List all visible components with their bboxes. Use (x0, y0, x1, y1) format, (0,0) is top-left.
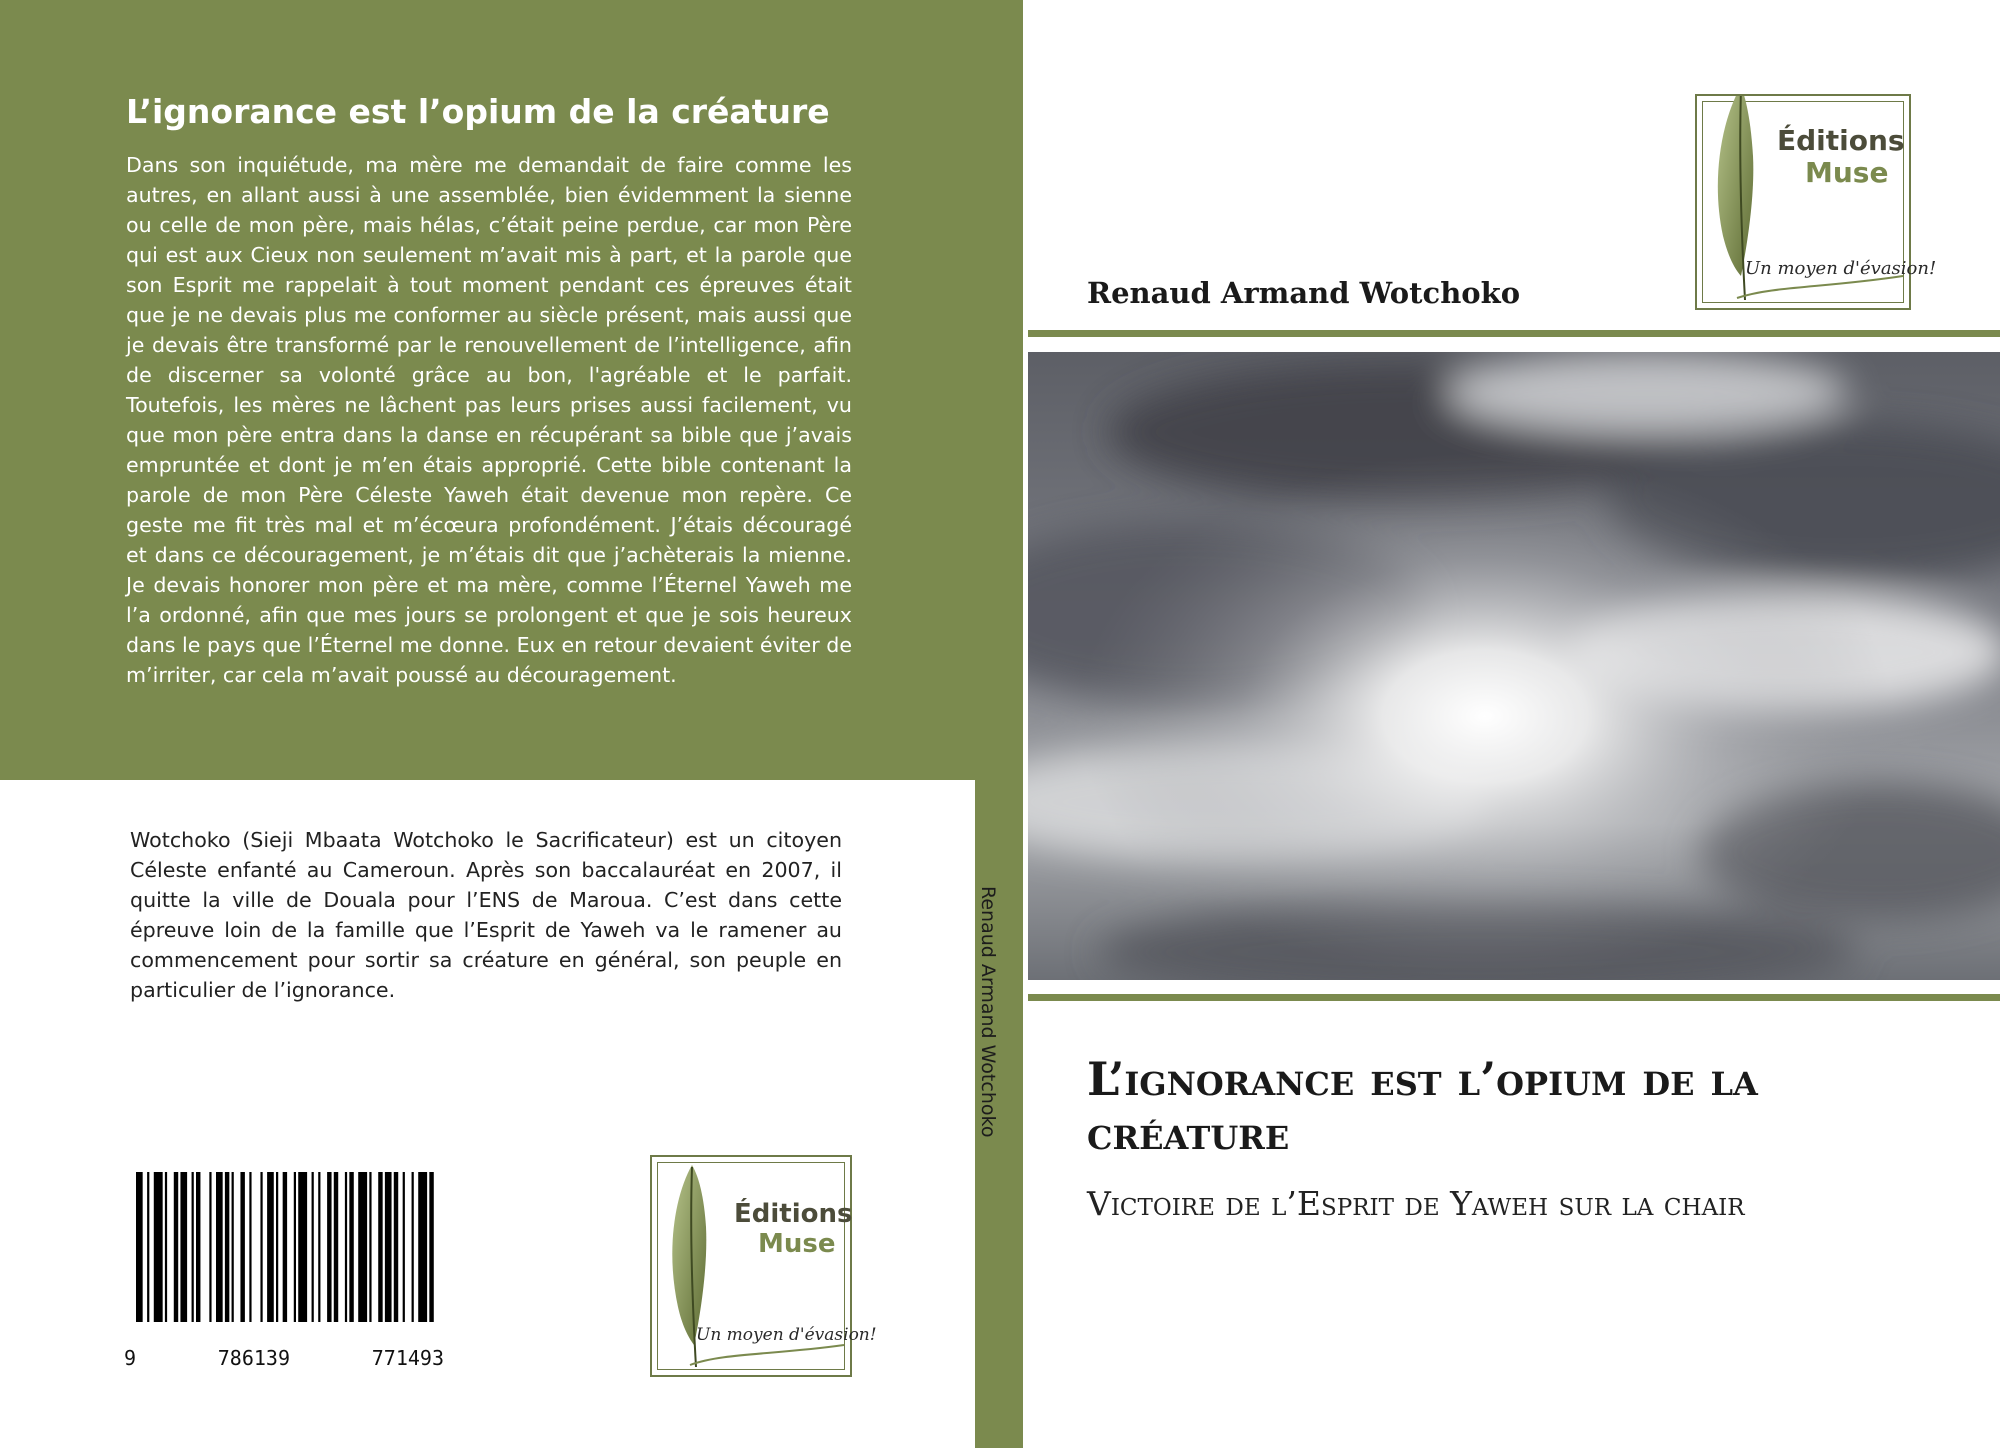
barcode-bar (165, 1172, 167, 1322)
barcode-bar (358, 1172, 367, 1322)
sky-photo (1028, 352, 2000, 980)
barcode-bar (378, 1172, 382, 1322)
publisher-logo-back (650, 1155, 877, 1377)
barcode-bar (385, 1172, 392, 1322)
barcode-bar (174, 1172, 178, 1322)
barcode-bar (267, 1172, 274, 1322)
barcode-bar (312, 1172, 314, 1322)
barcode-bar (249, 1172, 251, 1322)
barcode-bar (180, 1172, 187, 1322)
isbn-digit-group: 786139 (217, 1346, 291, 1370)
barcode-bar (403, 1172, 405, 1322)
barcode-bar (196, 1172, 200, 1322)
barcode-bar (232, 1172, 234, 1322)
barcode-bar (209, 1172, 211, 1322)
publisher-name-line2: Muse (1805, 156, 1889, 189)
barcode-bar (136, 1172, 143, 1322)
isbn-digit-group: 771493 (371, 1346, 444, 1370)
publisher-logo-front (1695, 94, 1937, 310)
bottom-rule (1028, 994, 2000, 1001)
isbn-digits (124, 1346, 444, 1370)
barcode-bar (369, 1172, 371, 1322)
barcode-bar (318, 1172, 320, 1322)
front-subtitle: Victoire de l’Esprit de Yaweh sur la chair (1087, 1184, 1745, 1223)
barcode-bar (154, 1172, 163, 1322)
back-cover-title: L’ignorance est l’opium de la créature (126, 92, 830, 131)
top-rule (1028, 330, 2000, 337)
front-author: Renaud Armand Wotchoko (1087, 276, 1521, 310)
barcode-bar (418, 1172, 427, 1322)
barcode-bar (147, 1172, 149, 1322)
barcode-bar (327, 1172, 331, 1322)
barcode-bar (192, 1172, 194, 1322)
barcode-bar (298, 1172, 307, 1322)
barcode (136, 1172, 436, 1322)
publisher-name-line1: Éditions (1777, 124, 1905, 157)
isbn-digit-group: 9 (124, 1346, 137, 1370)
publisher-name-line2: Muse (758, 1229, 836, 1259)
barcode-bar (429, 1172, 433, 1322)
barcode-bar (240, 1172, 244, 1322)
barcode-bar (294, 1172, 296, 1322)
back-cover-blurb: Dans son inquiétude, ma mère me demandait de faire comme les autres, en allant aussi à une assemblée, bien évidemment la sienne ou celle de mon père, mais hélas, c’était peine perdue, car mon Père qui est aux Cieux non seulement m’avait mis à part, et la parole que son Esprit me rappelait à tout moment pendant ces épreuves était que je ne devais plus me conformer au siècle présent, mais aussi que je devais être transformé par le renouvellement de l’intelligence, afin de discerner sa volonté grâce au bon, l'agréable et le parfait. Toutefois, les mères ne lâchent pas leurs prises aussi facilement, vu que mon père entra dans la danse en récupérant sa bible que j’avais empruntée et dont je m’en étais approprié. Cette bible contenant la parole de mon Père Céleste Yaweh était devenue mon repère. Ce geste me fit très mal et m’écœura profondément. J’étais découragé et dans ce découragement, je m’étais dit que j’achèterais la mienne. Je devais honorer mon père et ma mère, comme l’Éternel Yaweh me l’a ordonné, afin que mes jours se prolongent et que je sois heureux dans le pays que l’Éternel me donne. Eux en retour devaient éviter de m’irriter, car cela m’avait poussé au découragement. (126, 153, 852, 687)
barcode-bar (283, 1172, 287, 1322)
publisher-tagline: Un moyen d'évasion! (696, 1325, 877, 1345)
publisher-tagline: Un moyen d'évasion! (1745, 258, 1937, 279)
barcode-bar (260, 1172, 262, 1322)
barcode-bar (345, 1172, 347, 1322)
barcode-bar (225, 1172, 229, 1322)
barcode-bar (349, 1172, 353, 1322)
front-title: L’ignorance est l’opium de la créature (1087, 1052, 1758, 1160)
barcode-bar (334, 1172, 338, 1322)
barcode-bar (276, 1172, 278, 1322)
spine-author: Renaud Armand Wotchoko (977, 886, 999, 1138)
barcode-bar (216, 1172, 223, 1322)
barcode-bar (412, 1172, 414, 1322)
author-bio: Wotchoko (Sieji Mbaata Wotchoko le Sacrificateur) est un citoyen Céleste enfanté au Cameroun. Après son baccalauréat en 2007, il quitte la ville de Douala pour l’ENS de Maroua. C’est dans cette épreuve loin de la famille que l’Esprit de Yaweh va le ramener au commencement pour sortir sa créature en général, son peuple en particulier de l’ignorance. (130, 828, 842, 1002)
barcode-bar (394, 1172, 398, 1322)
publisher-name-line1: Éditions (734, 1199, 853, 1229)
